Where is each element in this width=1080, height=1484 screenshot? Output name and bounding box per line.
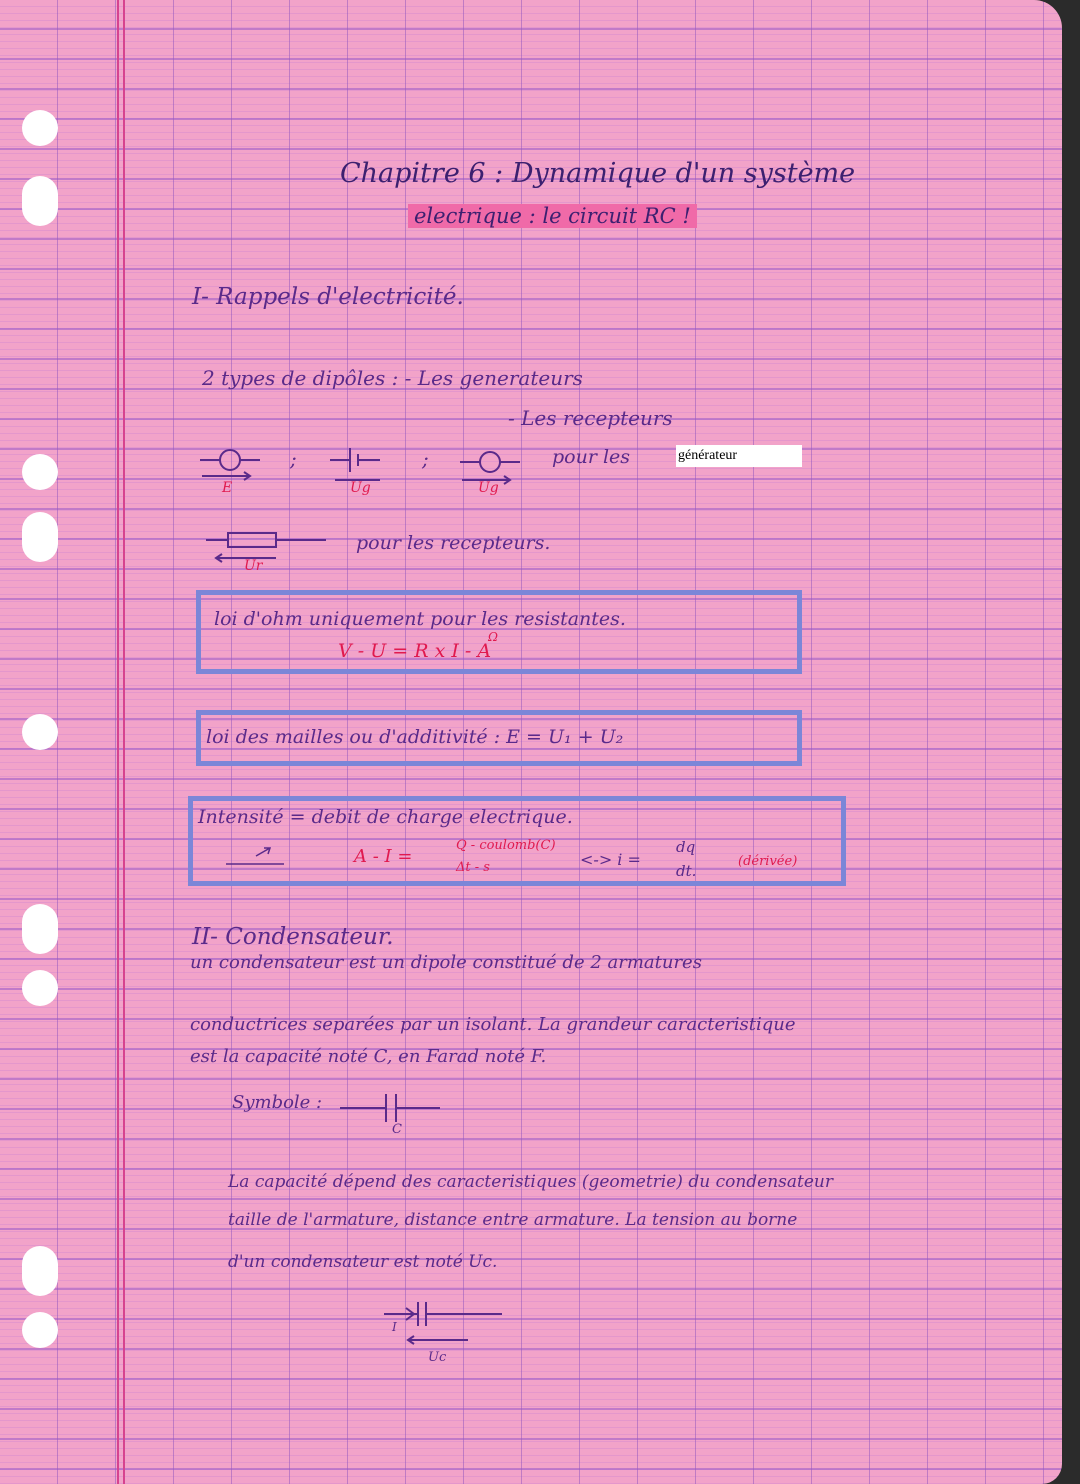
condensateur-p1-line3: est la capacité noté C, en Farad noté F. <box>190 1046 547 1067</box>
binder-hole <box>22 714 58 750</box>
binder-hole <box>22 512 58 562</box>
binder-hole <box>22 1246 58 1296</box>
condensateur-p1-line2: conductrices separées par un isolant. La grandeur caracteristique <box>190 1014 796 1035</box>
charge-arrow-icon <box>222 840 292 870</box>
section-1-heading: I- Rappels d'electricité. <box>192 284 464 310</box>
capacitor-symbol-label: C <box>392 1122 402 1137</box>
intensity-text: Intensité = debit de charge electrique. <box>198 806 573 828</box>
ohm-law-box <box>196 590 802 674</box>
dipoles-intro: 2 types de dipôles : - Les generateurs <box>202 366 583 390</box>
generator-label-e: E <box>222 480 233 496</box>
intensity-equivalence: <-> i = <box>580 850 641 869</box>
capacitor-symbol <box>340 1088 440 1128</box>
binder-hole <box>22 904 58 954</box>
ohm-formula: V - U = R x I - A <box>338 640 492 662</box>
binder-hole <box>22 454 58 490</box>
symbol-label: Symbole : <box>232 1092 323 1113</box>
svg-text:;: ; <box>290 447 297 471</box>
dt: dt. <box>676 862 697 880</box>
ohm-law-text: loi d'ohm uniquement pour les resistantes. <box>214 608 626 630</box>
section-2-heading: II- Condensateur. <box>192 924 394 950</box>
intensity-formula: A - I = <box>354 846 413 867</box>
binder-hole <box>22 110 58 146</box>
intensity-numerator: Q - coulomb(C) <box>456 838 556 853</box>
dq: dq <box>676 838 696 856</box>
generators-caption: pour les <box>552 446 631 468</box>
binder-hole <box>22 1312 58 1348</box>
mesh-law-text: loi des mailles ou d'additivité : E = U₁ + U₂ <box>206 726 624 748</box>
ohm-unit: Ω <box>488 630 498 644</box>
capacitor-circuit-diagram <box>384 1300 524 1360</box>
chapter-subtitle: electrique : le circuit RC ! <box>408 204 697 228</box>
condensateur-p2-line3: d'un condensateur est noté Uc. <box>228 1252 498 1272</box>
binder-hole <box>22 970 58 1006</box>
intensity-denominator: Δt - s <box>456 860 490 875</box>
dipoles-second: - Les recepteurs <box>508 406 673 430</box>
generator-label-ug-2: Ug <box>478 480 499 496</box>
receptor-label: Ur <box>244 558 263 574</box>
derive-note: (dérivée) <box>738 854 798 869</box>
circuit-uc-label: Uc <box>428 1350 447 1365</box>
generator-label-ug: Ug <box>350 480 371 496</box>
generator-label: générateur <box>676 445 802 467</box>
receptor-caption: pour les recepteurs. <box>356 532 551 554</box>
condensateur-p2-line2: taille de l'armature, distance entre armature. La tension au borne <box>228 1210 798 1230</box>
condensateur-p1-line1: un condensateur est un dipole constitué de 2 armatures <box>190 952 702 973</box>
condensateur-p2-line1: La capacité dépend des caracteristiques (geometrie) du condensateur <box>228 1172 833 1192</box>
binder-hole <box>22 176 58 226</box>
svg-text:;: ; <box>422 447 429 471</box>
chapter-title: Chapitre 6 : Dynamique d'un système <box>340 158 856 189</box>
resistor-symbol <box>206 524 346 574</box>
circuit-current-label: I <box>392 1320 397 1334</box>
